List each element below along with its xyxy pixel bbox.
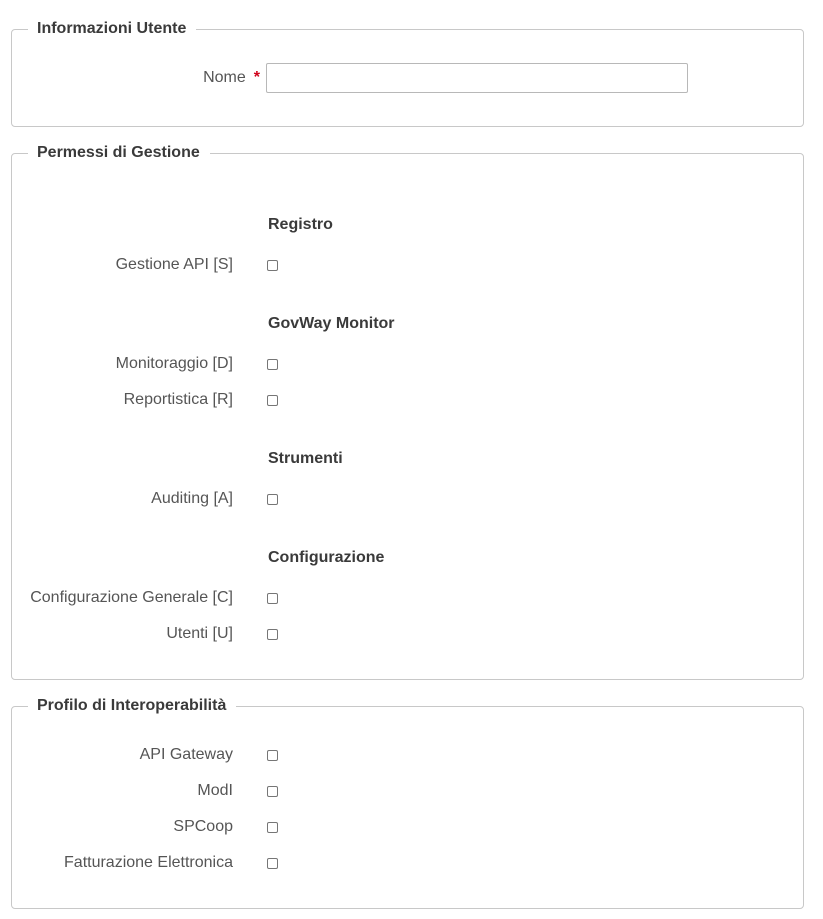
checkbox-utenti[interactable]	[267, 629, 278, 640]
label-fatturazione-elettronica: Fatturazione Elettronica	[64, 854, 233, 871]
label-monitoraggio: Monitoraggio [D]	[115, 355, 233, 372]
label-api-gateway: API Gateway	[139, 746, 233, 763]
user-info-section	[11, 20, 804, 127]
group-title-registro: Registro	[268, 216, 333, 233]
label-configurazione-generale: Configurazione Generale [C]	[30, 589, 233, 606]
checkbox-api-gateway[interactable]	[267, 750, 278, 761]
label-utenti: Utenti [U]	[166, 625, 233, 642]
label-gestione-api: Gestione API [S]	[115, 256, 233, 273]
checkbox-configurazione-generale[interactable]	[267, 593, 278, 604]
group-title-govway-monitor: GovWay Monitor	[268, 315, 395, 332]
name-input[interactable]	[266, 63, 688, 93]
required-marker: *	[253, 69, 260, 86]
checkbox-fatturazione-elettronica[interactable]	[267, 858, 278, 869]
checkbox-monitoraggio[interactable]	[267, 359, 278, 370]
group-title-configurazione: Configurazione	[268, 549, 385, 566]
checkbox-modi[interactable]	[267, 786, 278, 797]
checkbox-spcoop[interactable]	[267, 822, 278, 833]
label-spcoop: SPCoop	[173, 818, 233, 835]
user-info-legend: Informazioni Utente	[28, 18, 196, 40]
checkbox-gestione-api[interactable]	[267, 260, 278, 271]
permissions-section	[11, 144, 804, 680]
interop-section	[11, 697, 804, 909]
checkbox-reportistica[interactable]	[267, 395, 278, 406]
checkbox-auditing[interactable]	[267, 494, 278, 505]
name-label-text: Nome	[203, 69, 246, 86]
group-title-strumenti: Strumenti	[268, 450, 343, 467]
label-reportistica: Reportistica [R]	[123, 391, 233, 408]
permissions-legend: Permessi di Gestione	[28, 142, 210, 164]
interop-legend: Profilo di Interoperabilità	[28, 695, 236, 717]
label-auditing: Auditing [A]	[151, 490, 233, 507]
label-modi: ModI	[197, 782, 233, 799]
name-label	[203, 68, 260, 88]
